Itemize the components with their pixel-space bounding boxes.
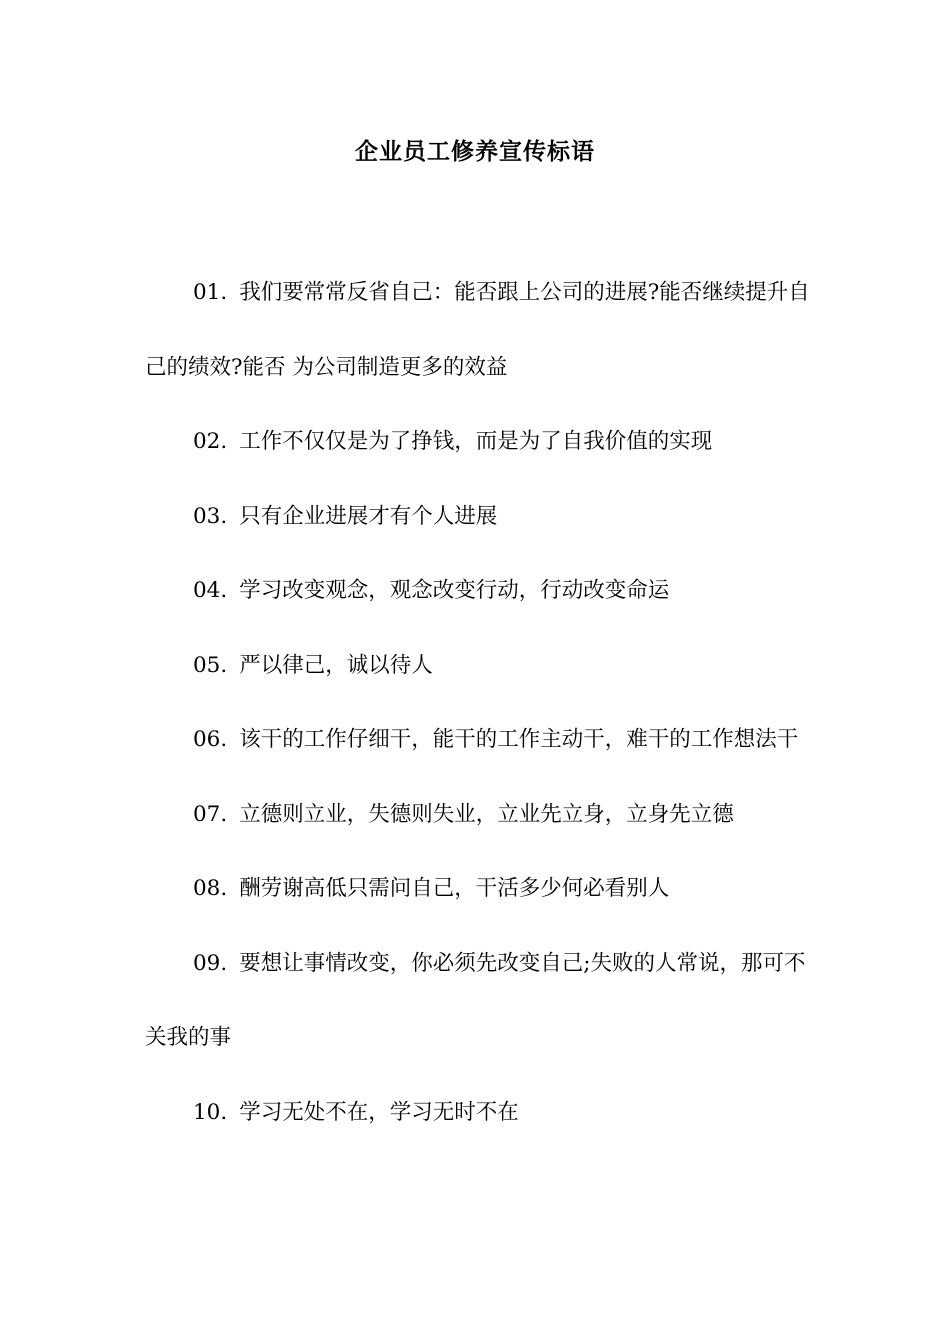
slogan-item-03 bbox=[145, 480, 810, 555]
item-number: 04. bbox=[193, 578, 228, 603]
slogan-item-05 bbox=[145, 629, 810, 704]
item-text: 要想让事情改变，你必须先改变自己;失败的人常说，那可不关我的事 bbox=[145, 950, 806, 1050]
item-number: 08. bbox=[193, 876, 228, 901]
slogan-list bbox=[145, 256, 810, 1150]
slogan-item-04 bbox=[145, 554, 810, 629]
document-title: 企业员工修养宣传标语 bbox=[355, 138, 595, 165]
item-text: 该干的工作仔细干，能干的工作主动干，难干的工作想法干 bbox=[239, 727, 799, 752]
slogan-item-10 bbox=[145, 1076, 810, 1151]
item-text: 只有企业进展才有个人进展 bbox=[239, 503, 498, 529]
item-text: 立德则立业，失德则失业，立业先立身，立身先立德 bbox=[239, 801, 734, 827]
item-number: 05. bbox=[193, 652, 228, 678]
item-text: 酬劳谢高低只需问自己，干活多少何必看别人 bbox=[239, 876, 670, 901]
slogan-item-07 bbox=[145, 778, 810, 853]
item-number: 09. bbox=[193, 950, 228, 976]
item-number: 10. bbox=[193, 1099, 228, 1125]
item-text: 工作不仅仅是为了挣钱，而是为了自我价值的实现 bbox=[239, 429, 713, 454]
slogan-item-06 bbox=[145, 703, 810, 778]
item-text: 严以律己，诚以待人 bbox=[239, 652, 433, 678]
item-number: 02. bbox=[193, 429, 228, 454]
slogan-item-08 bbox=[145, 852, 810, 927]
item-number: 01. bbox=[193, 280, 228, 305]
slogan-item-09 bbox=[145, 927, 810, 1076]
item-text: 我们要常常反省自己：能否跟上公司的进展?能否继续提升自己的绩效?能否 为公司制造更多的效益 bbox=[145, 280, 810, 380]
item-number: 06. bbox=[193, 727, 228, 752]
slogan-item-02 bbox=[145, 405, 810, 480]
item-text: 学习改变观念，观念改变行动，行动改变命运 bbox=[239, 578, 670, 603]
slogan-item-01 bbox=[145, 256, 810, 405]
item-number: 03. bbox=[193, 503, 228, 529]
item-number: 07. bbox=[193, 801, 228, 827]
item-text: 学习无处不在，学习无时不在 bbox=[239, 1099, 519, 1125]
